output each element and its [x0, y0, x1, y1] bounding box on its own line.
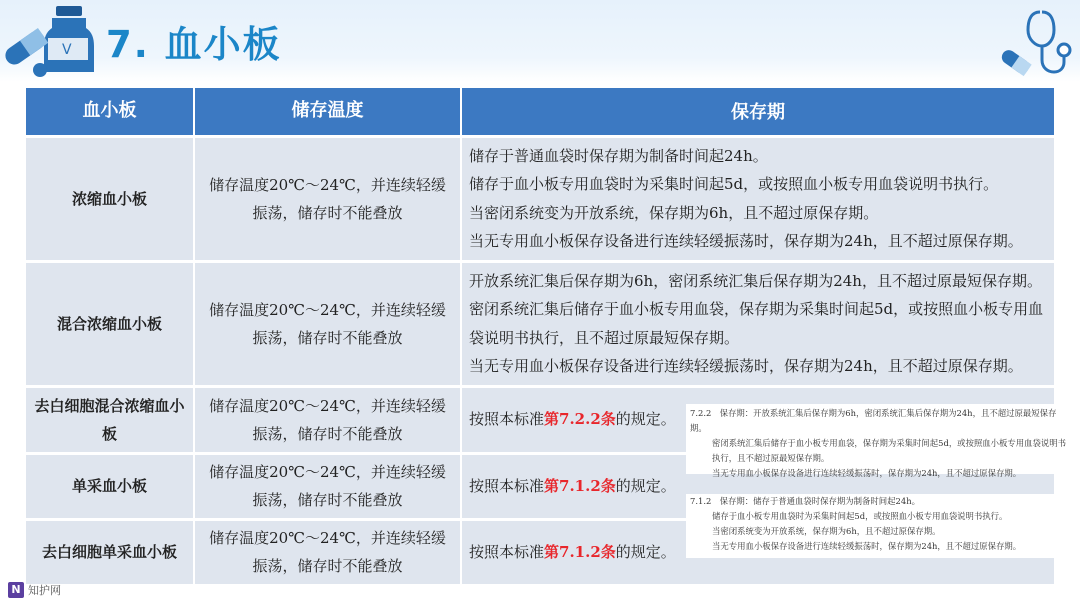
- platelet-type-cell: 浓缩血小板: [26, 136, 194, 261]
- shelf-life-line: 开放系统汇集后保存期为6h，密闭系统汇集后保存期为24h，且不超过原最短保存期。: [469, 271, 1042, 290]
- site-logo-icon: N: [8, 582, 24, 598]
- temperature-cell: 储存温度20℃～24℃，并连续轻缓振荡，储存时不能叠放: [194, 261, 461, 386]
- reference-suffix: 的规定。: [615, 410, 676, 429]
- shelf-life-line: 当密闭系统变为开放系统，保存期为6h，且不超过原保存期。: [469, 203, 879, 222]
- column-header-temperature: 储存温度: [194, 88, 461, 136]
- reference-prefix: 按照本标准: [469, 410, 545, 429]
- svg-text:V: V: [62, 42, 72, 58]
- medicine-bottle-pills-icon: [0, 2, 100, 80]
- excerpt-line: 7.1.2 保存期：储存于普通血袋时保存期为制备时间起24h。: [690, 496, 920, 506]
- shelf-life-cell: [461, 261, 1054, 386]
- excerpt-line: 当无专用血小板保存设备进行连续轻缓振荡时，保存期为24h，且不超过原保存期。: [712, 468, 1022, 478]
- platelet-type-cell: 单采血小板: [26, 453, 194, 519]
- platelet-type-cell: 去白细胞混合浓缩血小板: [26, 386, 194, 453]
- column-header-platelet: 血小板: [26, 88, 194, 136]
- shelf-life-line: 密闭系统汇集后储存于血小板专用血袋，保存期为采集时间起5d，或按照血小板专用血袋说明书执行，且不超过原最短保存期。: [469, 300, 1044, 347]
- temperature-cell: 储存温度20℃～24℃，并连续轻缓振荡，储存时不能叠放: [194, 519, 461, 584]
- standard-excerpt-7-2-2: [686, 404, 1071, 478]
- temperature-cell: 储存温度20℃～24℃，并连续轻缓振荡，储存时不能叠放: [194, 386, 461, 453]
- standard-clause-reference: 第7.2.2条: [544, 410, 616, 429]
- standard-clause-reference: 第7.1.2条: [544, 543, 616, 561]
- site-name: 知护网: [28, 584, 61, 597]
- page-title: 7. 血小板: [106, 23, 282, 66]
- shelf-life-line: 当无专用血小板保存设备进行连续轻缓振荡时，保存期为24h，且不超过原保存期。: [469, 357, 1023, 375]
- standard-excerpt-7-1-2: [686, 494, 1078, 558]
- excerpt-line: 储存于血小板专用血袋时为采集时间起5d，或按照血小板专用血袋说明书执行。: [712, 511, 1008, 521]
- excerpt-line: 当密闭系统变为开放系统，保存期为6h，且不超过原保存期。: [712, 526, 941, 536]
- reference-prefix: 按照本标准: [469, 476, 545, 495]
- column-header-shelf-life: 保存期: [461, 88, 1054, 136]
- shelf-life-line: 储存于血小板专用血袋时为采集时间起5d，或按照血小板专用血袋说明书执行。: [469, 175, 999, 193]
- shelf-life-cell: [461, 136, 1054, 261]
- table-header-row: [26, 88, 1054, 136]
- platelet-type-cell: 混合浓缩血小板: [26, 261, 194, 386]
- shelf-life-line: 储存于普通血袋时保存期为制备时间起24h。: [469, 146, 768, 165]
- table-row: [26, 136, 1054, 261]
- excerpt-line: 当无专用血小板保存设备进行连续轻缓振荡时，保存期为24h，且不超过原保存期。: [712, 541, 1022, 551]
- reference-prefix: 按照本标准: [469, 543, 545, 561]
- temperature-cell: 储存温度20℃～24℃，并连续轻缓振荡，储存时不能叠放: [194, 136, 461, 261]
- reference-suffix: 的规定。: [615, 543, 676, 561]
- slide-header: [0, 0, 1080, 82]
- reference-suffix: 的规定。: [615, 476, 676, 495]
- table-row: [26, 261, 1054, 386]
- watermark: [8, 582, 61, 598]
- shelf-life-line: 当无专用血小板保存设备进行连续轻缓振荡时，保存期为24h，且不超过原保存期。: [469, 232, 1023, 250]
- platelet-type-cell: 去白细胞单采血小板: [26, 519, 194, 584]
- excerpt-line: 密闭系统汇集后储存于血小板专用血袋，保存期为采集时间起5d，或按照血小板专用血袋说明书执行，且不超过原最短保存期。: [712, 438, 1067, 463]
- temperature-cell: 储存温度20℃～24℃，并连续轻缓振荡，储存时不能叠放: [194, 453, 461, 519]
- standard-clause-reference: 第7.1.2条: [544, 476, 616, 495]
- stethoscope-capsule-icon: [996, 6, 1072, 82]
- excerpt-line: 7.2.2 保存期：开放系统汇集后保存期为6h，密闭系统汇集后保存期为24h，且不超过原最短保存期。: [690, 408, 1057, 433]
